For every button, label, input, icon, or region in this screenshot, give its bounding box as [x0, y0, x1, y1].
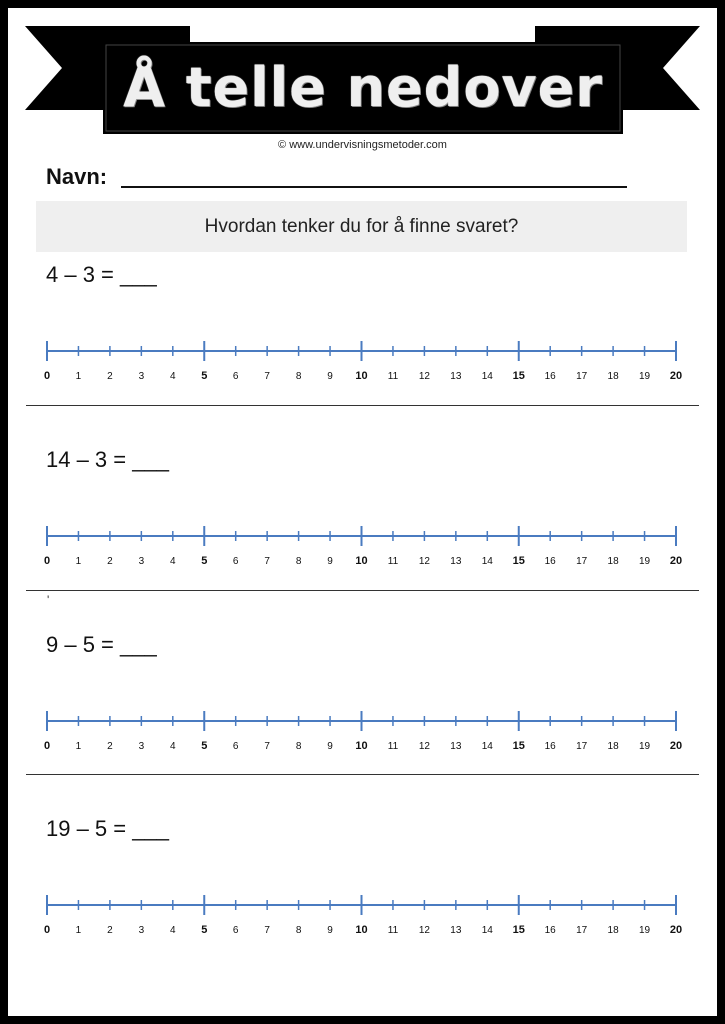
- exercise-2: [26, 447, 699, 567]
- number-line-label: 2: [107, 371, 113, 382]
- number-line-label: 7: [264, 556, 270, 567]
- number-line-label: 10: [355, 370, 368, 382]
- number-line-label: 3: [138, 556, 145, 567]
- section-divider: [26, 590, 699, 591]
- number-line-label: 19: [638, 741, 651, 752]
- section-divider: [26, 405, 699, 406]
- number-line-label: 14: [481, 371, 493, 382]
- number-line-label: 16: [544, 925, 556, 936]
- number-line-label: 18: [607, 925, 619, 936]
- exercise-3: [26, 632, 699, 752]
- number-line-label: 5: [201, 740, 208, 752]
- number-line-label: 13: [450, 371, 462, 382]
- number-line-label: 1: [75, 556, 82, 567]
- number-line-label: 12: [418, 925, 430, 936]
- number-line-label: 12: [418, 371, 430, 382]
- copyright-text: © www.undervisningsmetoder.com: [278, 139, 447, 151]
- number-line-label: 18: [607, 741, 619, 752]
- number-line-label: 20: [669, 555, 683, 567]
- number-line-label: 3: [138, 371, 145, 382]
- number-line-label: 6: [232, 556, 239, 567]
- number-line-label: 7: [264, 741, 270, 752]
- number-line-label: 9: [327, 741, 333, 752]
- number-line-label: 6: [232, 741, 239, 752]
- number-line-label: 1: [75, 371, 82, 382]
- number-line-label: 20: [669, 924, 683, 936]
- number-line-label: 13: [450, 556, 462, 567]
- number-line-label: 2: [107, 556, 113, 567]
- number-line-label: 15: [512, 370, 525, 382]
- number-line-label: 14: [481, 925, 493, 936]
- number-line-label: 8: [295, 371, 302, 382]
- number-line-label: 5: [201, 370, 208, 382]
- number-line-label: 18: [607, 556, 619, 567]
- number-line-label: 15: [512, 924, 525, 936]
- number-line-label: 4: [170, 371, 176, 382]
- number-line-label: 5: [201, 555, 208, 567]
- number-line-label: 11: [387, 741, 399, 752]
- number-line-label: 10: [355, 924, 368, 936]
- number-line-label: 0: [43, 370, 51, 382]
- number-line-label: 10: [355, 740, 368, 752]
- number-line-label: 14: [481, 741, 493, 752]
- number-line-label: 12: [418, 556, 430, 567]
- number-line-label: 15: [512, 740, 525, 752]
- number-line-label: 0: [43, 555, 51, 567]
- number-line: [26, 891, 699, 941]
- number-line-label: 17: [576, 371, 588, 382]
- number-line-label: 7: [264, 371, 270, 382]
- page-title: Å telle nedover: [123, 55, 603, 119]
- number-line-label: 20: [669, 370, 683, 382]
- exercise-1: [26, 262, 699, 382]
- number-line-label: 7: [264, 925, 270, 936]
- number-line-label: 4: [170, 556, 176, 567]
- number-line-label: 11: [387, 371, 399, 382]
- number-line-label: 17: [576, 925, 588, 936]
- number-line-label: 4: [170, 741, 176, 752]
- number-line-label: 3: [138, 925, 145, 936]
- problem-text: 4 – 3 = ___: [46, 262, 157, 287]
- number-line-label: 5: [201, 924, 208, 936]
- number-line-label: 11: [387, 925, 399, 936]
- number-line-label: 16: [544, 371, 556, 382]
- instruction-box: [36, 201, 687, 252]
- number-line-label: 19: [638, 556, 651, 567]
- section-divider: [26, 774, 699, 775]
- number-line-label: 18: [607, 371, 619, 382]
- stray-mark: ': [47, 593, 50, 607]
- number-line-label: 15: [512, 555, 525, 567]
- number-line-label: 9: [327, 925, 333, 936]
- number-line: [26, 707, 699, 757]
- number-line-label: 8: [295, 741, 302, 752]
- number-line-label: 19: [638, 371, 651, 382]
- number-line-label: 1: [75, 741, 82, 752]
- number-line-label: 20: [669, 740, 683, 752]
- exercise-4: [26, 816, 699, 936]
- number-line-label: 19: [638, 925, 651, 936]
- number-line-label: 16: [544, 556, 556, 567]
- number-line-label: 13: [450, 741, 462, 752]
- number-line-label: 12: [418, 741, 430, 752]
- number-line-label: 17: [576, 741, 588, 752]
- number-line-label: 8: [295, 556, 302, 567]
- instruction-text: Hvordan tenker du for å finne svaret?: [204, 215, 519, 237]
- number-line-label: 11: [387, 556, 399, 567]
- number-line-label: 14: [481, 556, 493, 567]
- name-label: Navn:: [46, 164, 108, 189]
- name-field-line[interactable]: [121, 186, 627, 188]
- number-line: [26, 522, 699, 572]
- number-line-label: 17: [576, 556, 588, 567]
- number-line-label: 2: [107, 741, 113, 752]
- number-line-label: 0: [43, 740, 51, 752]
- problem-text: 19 – 5 = ___: [46, 816, 169, 841]
- number-line-label: 0: [43, 924, 51, 936]
- number-line-label: 8: [295, 925, 302, 936]
- number-line-label: 9: [327, 556, 333, 567]
- number-line-label: 6: [232, 371, 239, 382]
- number-line-label: 2: [107, 925, 113, 936]
- number-line-label: 10: [355, 555, 368, 567]
- problem-text: 9 – 5 = ___: [46, 632, 157, 657]
- number-line-label: 1: [75, 925, 82, 936]
- number-line: [26, 337, 699, 387]
- number-line-label: 3: [138, 741, 145, 752]
- number-line-label: 13: [450, 925, 462, 936]
- number-line-label: 4: [170, 925, 176, 936]
- problem-text: 14 – 3 = ___: [46, 447, 169, 472]
- number-line-label: 6: [232, 925, 239, 936]
- number-line-label: 9: [327, 371, 333, 382]
- number-line-label: 16: [544, 741, 556, 752]
